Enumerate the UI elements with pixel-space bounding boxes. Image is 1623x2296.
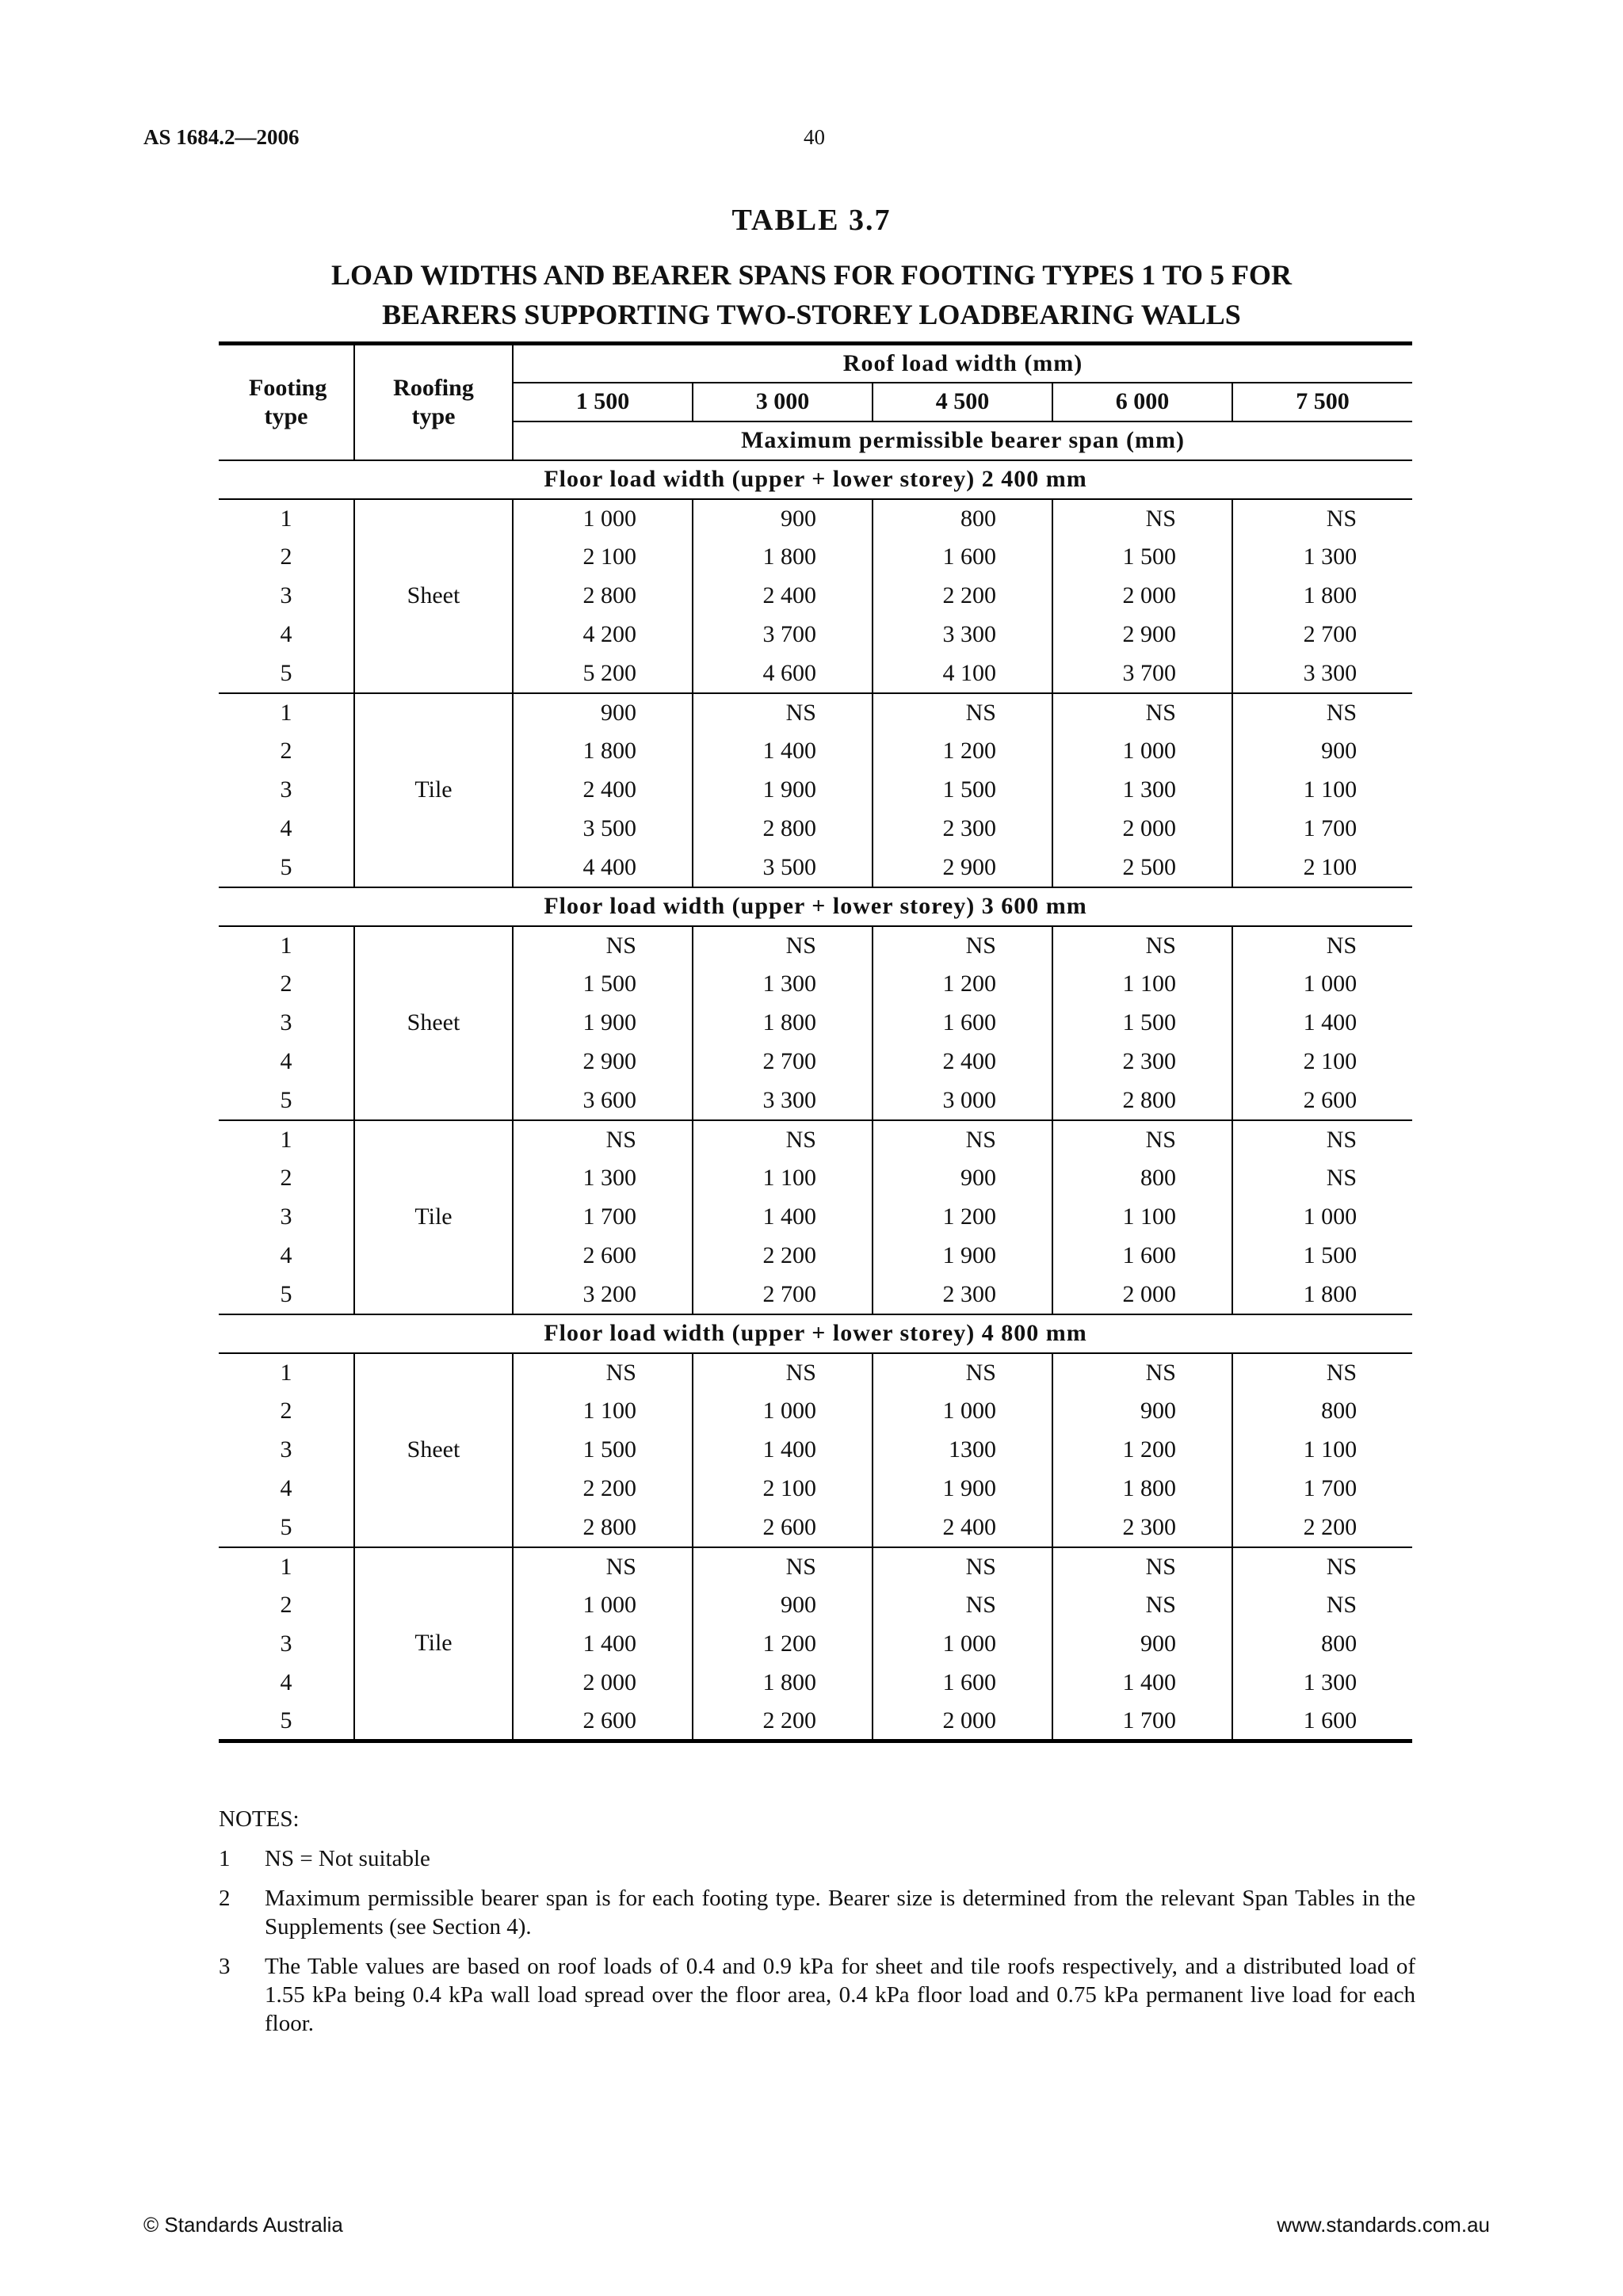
span-value-cell: 1 400 bbox=[693, 732, 873, 771]
span-value-cell: 2 900 bbox=[873, 849, 1052, 887]
span-value-cell: 800 bbox=[1052, 1159, 1232, 1198]
span-value-cell: 1 900 bbox=[873, 1237, 1052, 1276]
span-value-cell: 1 500 bbox=[873, 771, 1052, 810]
note-item bbox=[219, 1952, 1415, 2038]
footing-type-cell: 5 bbox=[219, 1081, 354, 1120]
span-value-cell: NS bbox=[513, 1547, 693, 1586]
span-value-cell: 2 600 bbox=[693, 1508, 873, 1547]
span-value-cell: 2 800 bbox=[693, 810, 873, 849]
span-value-cell: 2 300 bbox=[1052, 1043, 1232, 1081]
span-value-cell: 3 300 bbox=[873, 616, 1052, 654]
span-value-cell: 3 700 bbox=[693, 616, 873, 654]
footing-type-cell: 2 bbox=[219, 1586, 354, 1625]
span-value-cell: 1 100 bbox=[1303, 776, 1358, 803]
roofing-type-cell: Tile bbox=[354, 1547, 513, 1741]
span-value-cell: 2 300 bbox=[1052, 1508, 1232, 1547]
span-value-cell: 3 700 bbox=[1052, 654, 1232, 693]
footing-type-cell: 1 bbox=[219, 1547, 354, 1586]
span-value-cell: 4 100 bbox=[873, 654, 1052, 693]
roofing-type-cell: Sheet bbox=[354, 926, 513, 1120]
footer-website: www.standards.com.au bbox=[1277, 2213, 1490, 2237]
span-value-cell: 1 400 bbox=[513, 1625, 693, 1664]
span-value-cell: 1 000 bbox=[693, 1392, 873, 1431]
footing-type-cell: 1 bbox=[219, 926, 354, 965]
span-value-cell: 1 000 bbox=[1303, 971, 1358, 997]
span-value-cell: 2 200 bbox=[513, 1470, 693, 1508]
span-value-cell: NS bbox=[873, 926, 1052, 965]
roofing-type-cell: Tile bbox=[354, 1120, 513, 1314]
span-value-cell: 1 000 bbox=[513, 1586, 693, 1625]
floor-load-width-heading: Floor load width (upper + lower storey) 3 600 mm bbox=[219, 887, 1412, 926]
span-value-cell: NS bbox=[513, 1120, 693, 1159]
span-value-cell: 900 bbox=[513, 693, 693, 732]
footing-type-cell: 3 bbox=[219, 1198, 354, 1237]
footing-type-cell: 1 bbox=[219, 1353, 354, 1392]
footing-type-cell: 4 bbox=[219, 810, 354, 849]
span-value-cell: 1 600 bbox=[1232, 1703, 1412, 1741]
footing-type-cell: 4 bbox=[219, 616, 354, 654]
span-value-cell: NS bbox=[1052, 1353, 1232, 1392]
span-value-cell: NS bbox=[1326, 1126, 1358, 1153]
span-value-cell: 2 300 bbox=[873, 810, 1052, 849]
span-value-cell: NS bbox=[513, 926, 693, 965]
span-value-cell: 1 300 bbox=[1052, 771, 1232, 810]
table-title-line-1: LOAD WIDTHS AND BEARER SPANS FOR FOOTING TYPES 1 TO 5 FOR bbox=[331, 259, 1292, 291]
note-text: The Table values are based on roof loads of 0.4 and 0.9 kPa for sheet and tile roofs respectively, and a distributed load of 1.55 kPa being 0.4 kPa wall load spread over the floor area, 0.4 kPa floor load and 0.75 kPa permanent live load for each floor. bbox=[265, 1954, 1415, 2036]
table-body bbox=[219, 460, 1412, 1741]
span-value-cell: 1 100 bbox=[1052, 1198, 1232, 1237]
span-value-cell: NS bbox=[873, 1547, 1052, 1586]
span-value-cell: 1 400 bbox=[693, 1198, 873, 1237]
span-value-cell: 1 600 bbox=[873, 1664, 1052, 1703]
span-value-cell: 2 100 bbox=[693, 1470, 873, 1508]
footing-type-cell: 5 bbox=[219, 1703, 354, 1741]
span-value-cell: 1 000 bbox=[1052, 732, 1232, 771]
span-value-cell: NS bbox=[1326, 505, 1358, 532]
floor-load-width-heading: Floor load width (upper + lower storey) 4 800 mm bbox=[219, 1314, 1412, 1353]
footing-type-cell: 3 bbox=[219, 771, 354, 810]
span-value-cell: 2 400 bbox=[873, 1043, 1052, 1081]
span-value-cell: NS bbox=[1326, 1592, 1358, 1618]
footing-type-cell: 3 bbox=[219, 1004, 354, 1043]
section-header-row bbox=[219, 460, 1412, 499]
table-row bbox=[219, 1120, 1412, 1159]
span-value-cell: NS bbox=[1052, 693, 1232, 732]
span-value-cell: 1 600 bbox=[873, 538, 1052, 577]
span-value-cell: 1 800 bbox=[1232, 1276, 1412, 1314]
span-value-cell: 900 bbox=[1052, 1625, 1232, 1664]
notes-heading: NOTES: bbox=[219, 1806, 300, 1832]
span-value-cell: 2 700 bbox=[693, 1276, 873, 1314]
max-span-header: Maximum permissible bearer span (mm) bbox=[513, 421, 1412, 460]
span-value-cell: NS bbox=[693, 1353, 873, 1392]
span-value-cell: 2 000 bbox=[1052, 810, 1232, 849]
footing-type-cell: 5 bbox=[219, 849, 354, 887]
table-number: TABLE 3.7 bbox=[731, 204, 892, 237]
span-value-cell: 2 600 bbox=[1232, 1081, 1412, 1120]
note-text: NS = Not suitable bbox=[265, 1846, 430, 1871]
footing-type-cell: 2 bbox=[219, 1392, 354, 1431]
span-value-cell: NS bbox=[693, 693, 873, 732]
span-value-cell: 3 200 bbox=[513, 1276, 693, 1314]
span-value-cell: 1 500 bbox=[513, 1431, 693, 1470]
span-value-cell: 1 200 bbox=[1052, 1431, 1232, 1470]
table-title bbox=[0, 255, 1623, 334]
table-row bbox=[219, 1547, 1412, 1586]
table-row bbox=[219, 693, 1412, 732]
span-value-cell: 1 700 bbox=[1303, 1475, 1358, 1501]
footing-type-cell: 4 bbox=[219, 1470, 354, 1508]
page-number: 40 bbox=[804, 125, 825, 149]
span-value-cell: 1 000 bbox=[1303, 1203, 1358, 1230]
span-value-cell: 1 700 bbox=[513, 1198, 693, 1237]
footing-type-cell: 3 bbox=[219, 577, 354, 616]
footing-type-cell: 4 bbox=[219, 1043, 354, 1081]
footing-type-cell: 2 bbox=[219, 1159, 354, 1198]
span-value-cell: NS bbox=[513, 1353, 693, 1392]
span-value-cell: 1 800 bbox=[693, 1664, 873, 1703]
span-value-cell: NS bbox=[1326, 699, 1358, 726]
span-value-cell: 1 600 bbox=[1052, 1237, 1232, 1276]
span-value-cell: 1 200 bbox=[693, 1625, 873, 1664]
table-row bbox=[219, 1353, 1412, 1392]
footing-type-cell: 1 bbox=[219, 499, 354, 538]
footing-type-cell: 4 bbox=[219, 1664, 354, 1703]
span-value-cell: 3 300 bbox=[1232, 654, 1412, 693]
roof-width-1: 1 500 bbox=[513, 383, 693, 421]
span-value-cell: NS bbox=[873, 1353, 1052, 1392]
span-value-cell: 800 bbox=[1321, 1398, 1358, 1424]
footing-type-cell: 2 bbox=[219, 538, 354, 577]
span-value-cell: 2 400 bbox=[693, 577, 873, 616]
span-value-cell: NS bbox=[1326, 1359, 1358, 1386]
span-value-cell: 1 000 bbox=[513, 499, 693, 538]
span-value-cell: 2 000 bbox=[873, 1703, 1052, 1741]
note-text: Maximum permissible bearer span is for each footing type. Bearer size is determined from the relevant Span Tables in the Supplements (see Section 4). bbox=[265, 1886, 1415, 1939]
span-value-cell: 1 100 bbox=[1052, 965, 1232, 1004]
floor-load-width-heading: Floor load width (upper + lower storey) 2 400 mm bbox=[219, 460, 1412, 499]
span-value-cell: 2 800 bbox=[513, 577, 693, 616]
span-value-cell: 2 000 bbox=[1052, 577, 1232, 616]
span-value-cell: 900 bbox=[693, 1586, 873, 1625]
footing-type-cell: 4 bbox=[219, 1237, 354, 1276]
span-value-cell: 1 900 bbox=[873, 1470, 1052, 1508]
footing-type-cell: 5 bbox=[219, 1276, 354, 1314]
footing-type-cell: 2 bbox=[219, 965, 354, 1004]
footing-type-header: Footing type bbox=[219, 344, 354, 460]
span-value-cell: 2 100 bbox=[1303, 1048, 1358, 1074]
span-value-cell: 1 300 bbox=[1303, 543, 1358, 570]
span-value-cell: 900 bbox=[873, 1159, 1052, 1198]
span-value-cell: NS bbox=[1326, 932, 1358, 959]
span-value-cell: NS bbox=[873, 1586, 1052, 1625]
roof-width-2: 3 000 bbox=[693, 383, 873, 421]
table-row bbox=[219, 926, 1412, 965]
span-value-cell: 900 bbox=[1052, 1392, 1232, 1431]
span-value-cell: NS bbox=[1326, 1165, 1358, 1191]
span-value-cell: 1 000 bbox=[873, 1392, 1052, 1431]
span-value-cell: 2 900 bbox=[1052, 616, 1232, 654]
span-value-cell: 900 bbox=[693, 499, 873, 538]
span-value-cell: NS bbox=[1052, 1586, 1232, 1625]
span-value-cell: NS bbox=[873, 1120, 1052, 1159]
span-value-cell: 5 200 bbox=[513, 654, 693, 693]
roof-width-5: 7 500 bbox=[1232, 383, 1412, 421]
bearer-span-table bbox=[219, 341, 1412, 1743]
span-value-cell: 2 200 bbox=[693, 1237, 873, 1276]
span-value-cell: NS bbox=[1326, 1553, 1358, 1580]
roofing-type-cell: Sheet bbox=[354, 1353, 513, 1547]
span-value-cell: 2 600 bbox=[513, 1703, 693, 1741]
roof-width-4: 6 000 bbox=[1052, 383, 1232, 421]
span-value-cell: 1 800 bbox=[513, 732, 693, 771]
span-value-cell: 1 900 bbox=[693, 771, 873, 810]
span-value-cell: NS bbox=[693, 926, 873, 965]
span-value-cell: 2 200 bbox=[873, 577, 1052, 616]
span-value-cell: 2 900 bbox=[513, 1043, 693, 1081]
span-value-cell: 2 100 bbox=[1232, 849, 1412, 887]
span-value-cell: 1 500 bbox=[1052, 538, 1232, 577]
span-value-cell: 3 500 bbox=[693, 849, 873, 887]
span-value-cell: 1 300 bbox=[1303, 1669, 1358, 1695]
span-value-cell: 1 400 bbox=[1303, 1009, 1358, 1035]
span-value-cell: NS bbox=[693, 1547, 873, 1586]
note-number: 1 bbox=[219, 1846, 231, 1871]
roof-load-width-header: Roof load width (mm) bbox=[513, 344, 1412, 383]
notes bbox=[219, 1805, 1415, 2049]
span-value-cell: 2 300 bbox=[873, 1276, 1052, 1314]
span-value-cell: 1 500 bbox=[1303, 1242, 1358, 1268]
standard-code: AS 1684.2—2006 bbox=[143, 125, 300, 149]
span-value-cell: NS bbox=[1052, 1547, 1232, 1586]
section-header-row bbox=[219, 887, 1412, 926]
footing-type-cell: 2 bbox=[219, 732, 354, 771]
span-value-cell: 900 bbox=[1321, 738, 1358, 764]
note-number: 3 bbox=[219, 1954, 231, 1979]
roofing-type-header: Roofing type bbox=[354, 344, 513, 460]
span-value-cell: 3 600 bbox=[513, 1081, 693, 1120]
footing-type-cell: 3 bbox=[219, 1625, 354, 1664]
table-title-line-2: BEARERS SUPPORTING TWO-STOREY LOADBEARING WALLS bbox=[382, 299, 1241, 330]
span-value-cell: 4 200 bbox=[513, 616, 693, 654]
span-value-cell: 2 200 bbox=[693, 1703, 873, 1741]
footing-type-cell: 1 bbox=[219, 693, 354, 732]
span-value-cell: 3 500 bbox=[513, 810, 693, 849]
span-value-cell: 2 000 bbox=[1052, 1276, 1232, 1314]
roof-width-3: 4 500 bbox=[873, 383, 1052, 421]
span-value-cell: 1 800 bbox=[1052, 1470, 1232, 1508]
span-value-cell: 2 700 bbox=[1303, 621, 1358, 647]
footing-type-cell: 1 bbox=[219, 1120, 354, 1159]
span-value-cell: 2 600 bbox=[513, 1237, 693, 1276]
span-value-cell: 2 400 bbox=[873, 1508, 1052, 1547]
span-value-cell: 1 200 bbox=[873, 965, 1052, 1004]
span-value-cell: NS bbox=[693, 1120, 873, 1159]
span-value-cell: 1 700 bbox=[1303, 815, 1358, 841]
span-value-cell: 1 800 bbox=[693, 1004, 873, 1043]
span-value-cell: 1 700 bbox=[1052, 1703, 1232, 1741]
span-value-cell: 1 500 bbox=[513, 965, 693, 1004]
span-value-cell: 1 200 bbox=[873, 1198, 1052, 1237]
span-value-cell: 1300 bbox=[873, 1431, 1052, 1470]
span-value-cell: 3 300 bbox=[693, 1081, 873, 1120]
span-value-cell: 1 400 bbox=[1052, 1664, 1232, 1703]
span-value-cell: 3 000 bbox=[873, 1081, 1052, 1120]
span-value-cell: 2 400 bbox=[513, 771, 693, 810]
span-value-cell: 4 400 bbox=[513, 849, 693, 887]
span-value-cell: 1 900 bbox=[513, 1004, 693, 1043]
span-value-cell: 2 800 bbox=[513, 1508, 693, 1547]
footing-type-cell: 5 bbox=[219, 654, 354, 693]
footing-type-cell: 5 bbox=[219, 1508, 354, 1547]
span-value-cell: NS bbox=[873, 693, 1052, 732]
span-value-cell: 2 500 bbox=[1052, 849, 1232, 887]
span-value-cell: 1 800 bbox=[693, 538, 873, 577]
span-value-cell: 1 100 bbox=[1303, 1436, 1358, 1463]
footer-copyright: © Standards Australia bbox=[143, 2213, 343, 2237]
span-value-cell: 2 100 bbox=[513, 538, 693, 577]
span-value-cell: 4 600 bbox=[693, 654, 873, 693]
section-header-row bbox=[219, 1314, 1412, 1353]
span-value-cell: 1 100 bbox=[513, 1392, 693, 1431]
span-value-cell: 1 300 bbox=[513, 1159, 693, 1198]
span-value-cell: 1 800 bbox=[1303, 582, 1358, 608]
span-value-cell: 800 bbox=[1321, 1630, 1358, 1657]
roofing-type-cell: Sheet bbox=[354, 499, 513, 693]
span-value-cell: NS bbox=[1052, 1120, 1232, 1159]
span-value-cell: 1 000 bbox=[873, 1625, 1052, 1664]
span-value-cell: 1 100 bbox=[693, 1159, 873, 1198]
table-row bbox=[219, 499, 1412, 538]
span-value-cell: 1 500 bbox=[1052, 1004, 1232, 1043]
roofing-type-cell: Tile bbox=[354, 693, 513, 887]
note-item bbox=[219, 1844, 1415, 1873]
span-value-cell: 1 200 bbox=[873, 732, 1052, 771]
span-value-cell: 1 600 bbox=[873, 1004, 1052, 1043]
span-value-cell: 800 bbox=[873, 499, 1052, 538]
span-value-cell: 2 000 bbox=[513, 1664, 693, 1703]
span-value-cell: 1 300 bbox=[693, 965, 873, 1004]
footing-type-cell: 3 bbox=[219, 1431, 354, 1470]
note-number: 2 bbox=[219, 1886, 231, 1911]
span-value-cell: 2 200 bbox=[1232, 1508, 1412, 1547]
span-value-cell: 1 400 bbox=[693, 1431, 873, 1470]
span-value-cell: 2 800 bbox=[1052, 1081, 1232, 1120]
note-item bbox=[219, 1884, 1415, 1941]
notes-list bbox=[219, 1844, 1415, 2038]
span-value-cell: NS bbox=[1052, 926, 1232, 965]
span-value-cell: 2 700 bbox=[693, 1043, 873, 1081]
span-value-cell: NS bbox=[1052, 499, 1232, 538]
